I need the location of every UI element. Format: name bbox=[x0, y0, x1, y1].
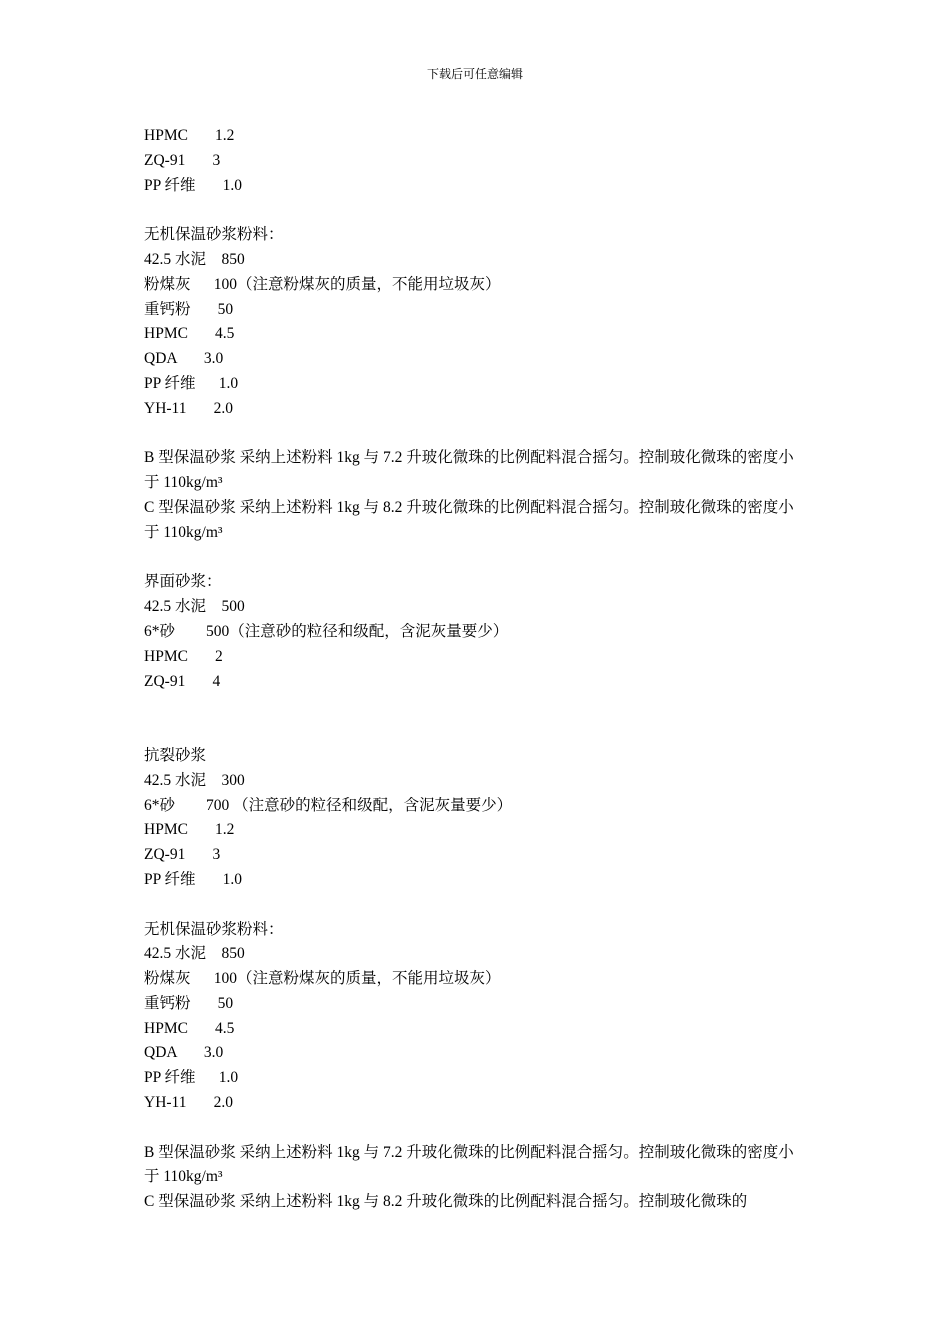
text-line: YH-11 2.0 bbox=[144, 399, 233, 417]
text-line: 42.5 水泥 500 bbox=[144, 598, 245, 616]
page-header: 下载后可任意编辑 bbox=[426, 67, 523, 81]
text-line: 无机保温砂浆粉料： bbox=[144, 226, 284, 244]
blank-line bbox=[144, 719, 808, 744]
blank-line bbox=[144, 893, 808, 918]
blank-line bbox=[144, 546, 808, 571]
paragraph: B 型保温砂浆 采纳上述粉料 1kg 与 7.2 升玻化微珠的比例配料混合摇匀。控制玻化微珠的密度小于 110kg/m³ bbox=[144, 1143, 794, 1186]
text-line: ZQ-91 3 bbox=[144, 846, 221, 864]
paragraph: B 型保温砂浆 采纳上述粉料 1kg 与 7.2 升玻化微珠的比例配料混合摇匀。控制玻化微珠的密度小于 110kg/m³ bbox=[144, 449, 794, 492]
text-line: PP 纤维 1.0 bbox=[144, 1069, 239, 1087]
text-line: PP 纤维 1.0 bbox=[144, 374, 239, 392]
blank-line bbox=[144, 422, 808, 447]
blank-line bbox=[144, 1116, 808, 1141]
text-line: 粉煤灰 100（注意粉煤灰的质量，不能用垃圾灰） bbox=[144, 970, 501, 988]
text-line: QDA 3.0 bbox=[144, 1044, 224, 1062]
text-line: 抗裂砂浆 bbox=[144, 746, 207, 764]
text-line: 重钙粉 50 bbox=[144, 300, 234, 318]
text-line: PP 纤维 1.0 bbox=[144, 176, 243, 194]
paragraph: C 型保温砂浆 采纳上述粉料 1kg 与 8.2 升玻化微珠的比例配料混合摇匀。控制玻化微珠的密度小于 110kg/m³ bbox=[144, 498, 794, 541]
text-line: HPMC 2 bbox=[144, 647, 223, 665]
text-line: 重钙粉 50 bbox=[144, 994, 234, 1012]
document-body bbox=[144, 124, 808, 1215]
text-line: HPMC 1.2 bbox=[144, 127, 235, 144]
text-line: HPMC 4.5 bbox=[144, 1019, 235, 1037]
text-line: HPMC 4.5 bbox=[144, 325, 235, 343]
text-line: QDA 3.0 bbox=[144, 350, 224, 368]
text-line: 界面砂浆： bbox=[144, 573, 222, 591]
text-line: 6*砂 500（注意砂的粒径和级配，含泥灰量要少） bbox=[144, 622, 509, 640]
text-line: 42.5 水泥 850 bbox=[144, 250, 245, 268]
text-line: YH-11 2.0 bbox=[144, 1094, 233, 1112]
text-line: HPMC 1.2 bbox=[144, 821, 235, 839]
text-line: 42.5 水泥 300 bbox=[144, 771, 245, 789]
text-line: 粉煤灰 100（注意粉煤灰的质量，不能用垃圾灰） bbox=[144, 275, 501, 293]
blank-line bbox=[144, 694, 808, 719]
text-line: ZQ-91 4 bbox=[144, 672, 221, 690]
text-line: 无机保温砂浆粉料： bbox=[144, 920, 284, 938]
text-line: 42.5 水泥 850 bbox=[144, 945, 245, 963]
blank-line bbox=[144, 198, 808, 223]
text-line: 6*砂 700 （注意砂的粒径和级配，含泥灰量要少） bbox=[144, 796, 513, 814]
paragraph: C 型保温砂浆 采纳上述粉料 1kg 与 8.2 升玻化微珠的比例配料混合摇匀。控制玻化微珠的 bbox=[144, 1193, 748, 1211]
text-line: PP 纤维 1.0 bbox=[144, 870, 243, 888]
text-line: ZQ-91 3 bbox=[144, 151, 221, 169]
